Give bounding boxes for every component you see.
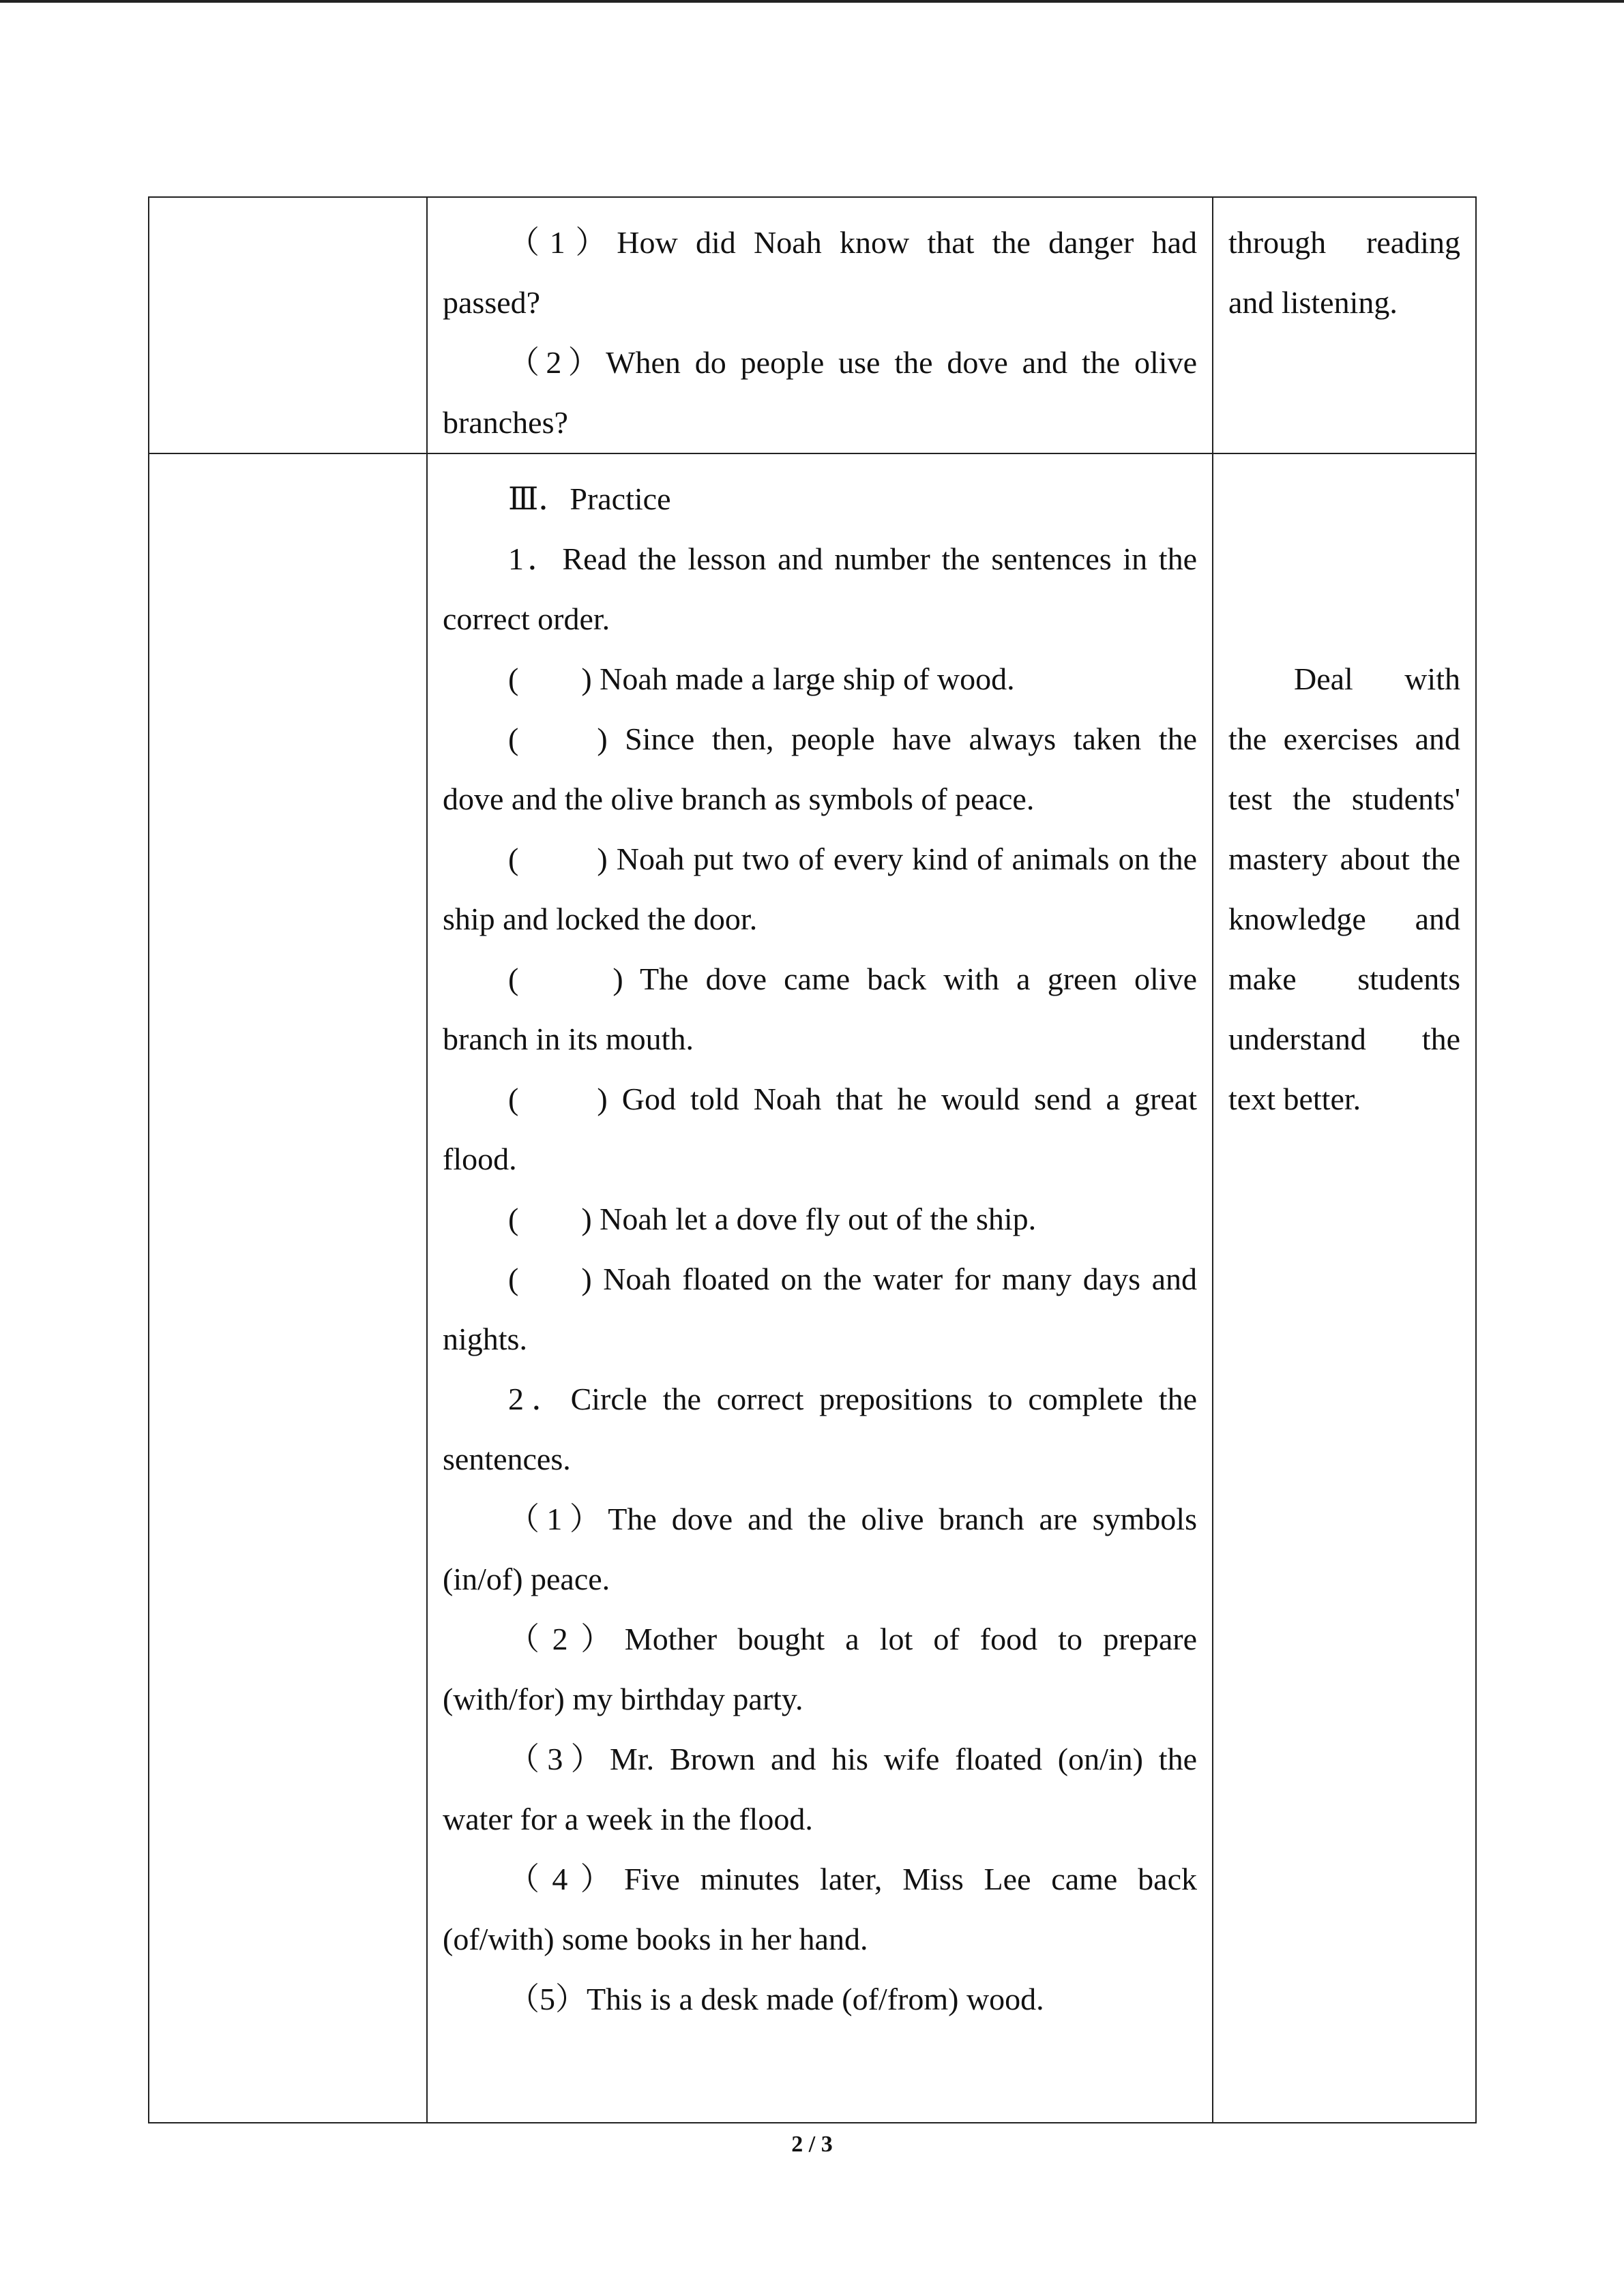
purpose-text: through reading and listening. xyxy=(1228,225,1460,320)
exercise-instruction: 2．Circle the correct prepositions to complete the sentences. xyxy=(443,1382,1197,1476)
preposition-item: （1）The dove and the olive branch are symbols (in/of) peace. xyxy=(443,1502,1197,1596)
step-column-cell xyxy=(149,453,427,2123)
purpose-cell xyxy=(1213,453,1476,2123)
question-item: （2）When do people use the dove and the olive branches? xyxy=(443,345,1197,440)
preposition-item: （2）Mother bought a lot of food to prepare (with/for) my birthday party. xyxy=(443,1622,1197,1716)
ordering-item: ( ) Noah put two of every kind of animals on the ship and locked the door. xyxy=(443,841,1197,936)
ordering-item: ( ) God told Noah that he would send a great flood. xyxy=(443,1082,1197,1176)
ordering-item: ( ) Noah floated on the water for many days and nights. xyxy=(443,1262,1197,1356)
ordering-item: ( ) Noah let a dove fly out of the ship. xyxy=(508,1202,1037,1236)
preposition-item: （4）Five minutes later, Miss Lee came back (of/with) some books in her hand. xyxy=(443,1862,1197,1956)
table-row xyxy=(149,197,1476,453)
purpose-text: Deal with the exercises and test the students' mastery about the knowledge and make students understand the text better. xyxy=(1228,661,1460,1116)
activity-cell xyxy=(427,453,1213,2123)
activity-cell xyxy=(427,197,1213,453)
exercise-instruction: 1．Read the lesson and number the sentences in the correct order. xyxy=(443,541,1197,636)
lesson-plan-table xyxy=(148,196,1477,2123)
section-heading: Ⅲ．Practice xyxy=(508,481,671,516)
purpose-cell xyxy=(1213,197,1476,453)
page-number: 2 / 3 xyxy=(791,2132,833,2157)
preposition-item: （5）This is a desk made (of/from) wood. xyxy=(508,1982,1044,2016)
ordering-item: ( ) Since then, people have always taken the dove and the olive branch as symbols of peace. xyxy=(443,721,1197,816)
purpose-spacer xyxy=(1228,469,1460,649)
preposition-item: （3）Mr. Brown and his wife floated (on/in) the water for a week in the flood. xyxy=(443,1742,1197,1836)
ordering-item: ( ) Noah made a large ship of wood. xyxy=(508,661,1015,696)
step-column-cell xyxy=(149,197,427,453)
question-item: （1）How did Noah know that the danger had passed? xyxy=(443,225,1197,320)
ordering-item: ( ) The dove came back with a green olive branch in its mouth. xyxy=(443,961,1197,1056)
table-row xyxy=(149,453,1476,2123)
top-border-line xyxy=(0,0,1624,3)
